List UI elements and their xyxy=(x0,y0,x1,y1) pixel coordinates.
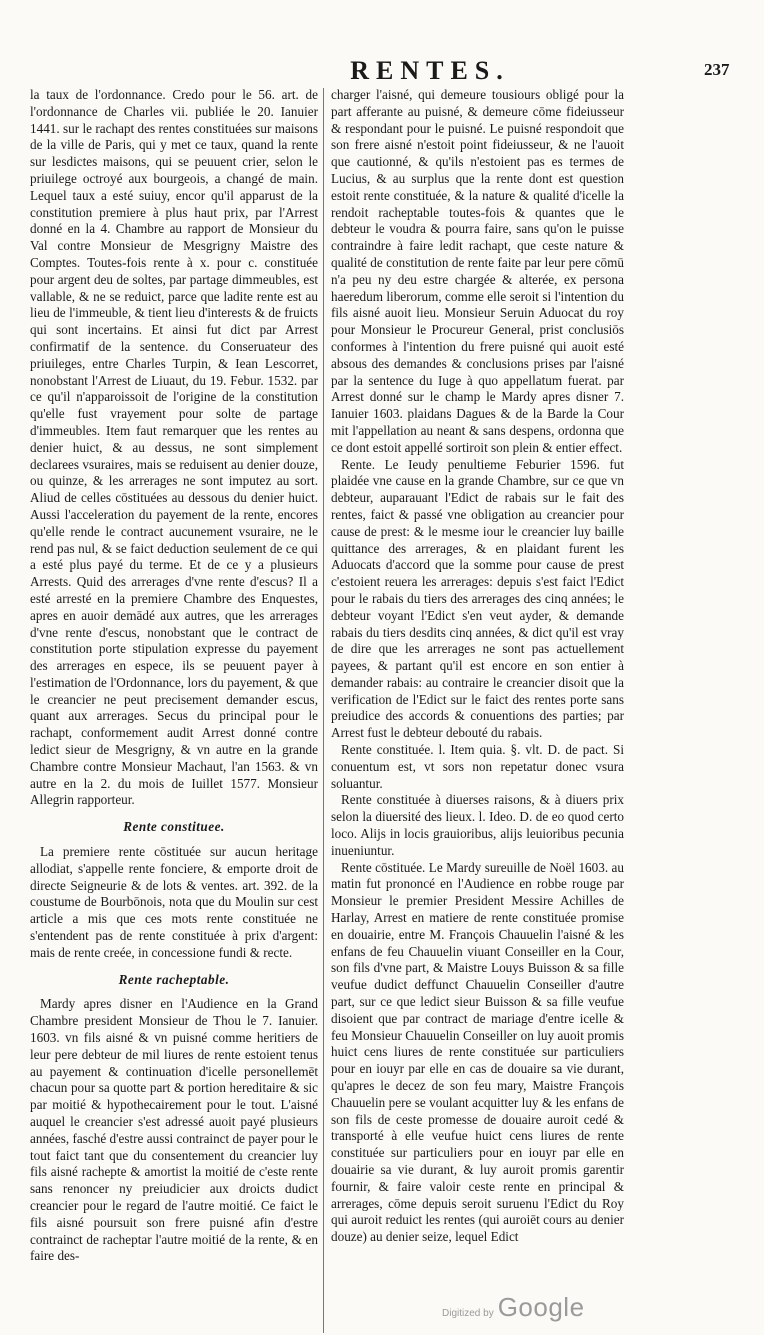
section-heading: Rente racheptable. xyxy=(118,971,230,987)
google-logo: Google xyxy=(497,1292,585,1322)
paragraph: Rente constituée. l. Item quia. §. vlt. D. de pact. Si conuentum est, vt sors non repetatur donec vsura soluantur. xyxy=(331,742,624,791)
digitized-label: Digitized by xyxy=(442,1308,494,1319)
paragraph: Rente constituée à diuerses raisons, & à diuers prix selon la diuersité des lieux. l. Ideo. D. de eo quod certo loco. Alijs in locis grauioribus, alijs leuioribus pecunia inueniuntur. xyxy=(331,792,624,858)
paragraph: Rente. Le Ieudy penultieme Feburier 1596. fut plaidée vne cause en la grande Chambre, sur ce que vn debteur, auparauant l'Edict de rabais sur le fait des rentes, faict & passé vne obligation au creancier pour cause de prest: & le mesme iour le creancier luy baille quittance des arrerages, & en plaidant furent les Aduocats d'accord que la somme pour cause de prest c'estoient reuera les arrerages: depuis s'est faict l'Edict pour le rabais du tiers des arrerages des cinq années; le debteur voyant l'Edict s'en veut ayder, & demande rabais du tiers desdits cinq années, & dict qu'il est vray de dire que les arrerages ne sont pas actuellement payees, & partant qu'il est encore en son entier à demander rabais: au contraire le creancier disoit que la verification de l'Edict sur le faict des rentes porte sans preiudice des accords & conuentions des parties; par Arrest fust le debteur debouté du rabais. xyxy=(331,456,624,741)
digitization-watermark xyxy=(442,1292,585,1323)
left-column xyxy=(30,87,318,1265)
paragraph: La premiere rente cōstituée sur aucun heritage allodiat, s'appelle rente fonciere, & emporte droit de directe Seigneurie & de lots & ventes. art. 392. de la coustume de Bourbōnois, nota que du Moulin sur cest article a mis que ces mots rente constituée ne s'entendent pas de rente constituée à prix d'argent: mais de rente creée, in concessione fundi & recte. xyxy=(30,844,318,960)
paragraph: la taux de l'ordonnance. Credo pour le 56. art. de l'ordonnance de Charles vii. publiée le 20. Ianuier 1441. sur le rachapt des rentes constituées sur maisons de la ville de Paris, qui y met ce taux, quand la rente sur lesdictes maisons, qui se peuuent crier, selon le priuilege octroyé aux bourgeois, a changé de main. Lequel taux a esté suiuy, encor qu'il apparust de la constitution premiere à plus haut prix, par l'Arrest donné en la 4. Chambre au rapport de Monsieur du Val contre Monsieur de Mesgrigny Maistre des Comptes. Toutes-fois rente à x. pour c. constituée pour argent deu de soltes, par partage dimmeubles, est vallable, & ne se reduict, parce que ladite rente est au lieu de l'immeuble, & tient lieu d'interests & de fruicts qui sont incertains. Et ainsi fut dict par Arrest confirmatif de la sentence. du Conseruateur des priuileges, entre Charles Turpin, & Iean Lescorret, nonobstant l'Arrest de Liuaut, du 19. Febur. 1532. par ce qu'il n'apparoissoit de l'origine de la constitution qu'elle fust vrayement pour solte de partage d'immeubles. Item faut remarquer que les rentes au denier huict, & au dessus, ne sont simplement declarees vsuraires, mais se reduisent au denier douze, ou quinze, & les arrerages ne sont imputez au sort. Aliud de celles cōstituées au dessous du denier huict. Aussi l'acceleration du payement de la rente, encores qu'elle rende le contract aucunement vsuraire, ne le rend pas nul, & se faict deduction seulement de ce qui a esté plus payé du terme. Et de ce y a plusieurs Arrests. Quid des arrerages d'vne rente d'escus? Il a esté arresté en la premiere Chambre des Enquestes, apres en auoir demādé aux autres, que les arrerages d'vne rente d'escus, nonobstant que le contract de constitution porte stipulation expresse du payement des arrerages en espece, ils se peuuent payer à l'estimation de l'Ordonnance, lors du payement, & que le creancier ne peut precisement demander escus, quant aux arrerages. Secus du principal pour le rachapt, conformement audit Arrest donné contre ledict sieur de Mesgrigny, & vn autre en la grande Chambre contre Monsieur Machaut, l'an 1563. & vn autre en la 2. du mois de Iuillet 1577. Monsieur Allegrin rapporteur. xyxy=(30,87,318,808)
section-heading: Rente constituee. xyxy=(123,819,225,835)
paragraph: Rente cōstituée. Le Mardy sureuille de Noël 1603. au matin fut prononcé en l'Audience en robbe rouge par Monsieur le premier President Messire Achilles de Harlay, Arrest en matiere de rente constituée promise en douairie, entre M. François Chauuelin l'aisné & les enfans de feu Chauuelin viuant Conseiller en la Cour, son fils d'vne part, & Maistre Louys Buisson & sa fille veufue dudict deffunct Chauuelin Conseiller d'autre part, sur ce que ledict sieur Buisson & sa fille veufue disoient que par contract de mariage d'entre icelle & feu Monsieur Chauuelin Conseiller on luy auoit promis huict cens liures de rente constituée sur particuliers pour en iouyr par elle en cas de douaire sa vie durant, qu'apres le decez de son feu mary, Maistre François Chauuelin pere se voulant acquitter luy & les enfans de son fils de ceste promesse de douaire auroit cedé & transporté à elle veufue huict cens liures de rente constituée sur particuliers pour en iouyr par elle en douairie sa vie durant, & luy auroit promis garentir fournir, & faire valoir ceste rente en principal & arrerages, cōme depuis seroit suruenu l'Edict du Roy qui auroit reduict les rentes (qui auroiēt cours au denier douze) au denier seize, lequel Edict xyxy=(331,859,624,1245)
paragraph: Mardy apres disner en l'Audience en la Grand Chambre president Monsieur de Thou le 7. Ianuier. 1603. vn fils aisné & vn puisné comme heritiers de leur pere debteur de mil liures de rente estoient tenus au payement & continuation d'icelle personellemēt chacun pour sa quotte part & portion hereditaire & sic par moitié & hypothecairement pour le tout. L'aisné auquel le creancier s'est adressé auoit payé plusieurs années, fasché d'estre aussi contrainct de payer pour le tout faict tant que du consentement du creancier luy fils aisné rachepte & amortist la moitié de c'este rente sans renoncer ny preiudicier aux droicts dudict creancier pour le regard de l'autre moitié. Ce faict le fils aisné poursuit son frere puisné afin d'estre contrainct de racheptar l'autre moitié de la rente, & en faire des- xyxy=(30,996,318,1264)
column-divider xyxy=(323,88,324,1333)
running-title: RENTES. xyxy=(350,56,510,85)
right-column xyxy=(331,87,624,1246)
page-number: 237 xyxy=(704,60,730,79)
paragraph: charger l'aisné, qui demeure tousiours obligé pour la part afferante au puisné, & demeure cōme fideiusseur & respondant pour le puisné. Le puisné respondoit que son frere aisné n'estoit point fideiusseur, & ne l'auoit que cautionné, & qu'ils n'estoient pas es termes de Lucius, & au surplus que la rente dont est question estoit rente constituée, & la nature & qualité d'icelle la rendoit racheptable toutes-fois & quantes que le debteur le voudra & pourra faire, sans qu'on le puisse contraindre à faire ledit rachapt, que ceste nature & qualité de constitution de rente faite par leur pere cōmū n'a peu ny deu estre chargée & alterée, ex persona haeredum liberorum, comme elle seroit si l'intention du fils aisné auoit lieu. Monsieur Seruin Aduocat du roy pour Monsieur le Procureur General, prist conclusiōs conformes à l'intention du frere puisné qui auoit esté absous des demandes & conclusions prises par l'aisné par la sentence du Iuge à quo appellatum fuerat. par Arrest donné sur le champ le Mardy apres disner 7. Ianuier 1603. plaidans Dagues & de la Barde la Cour mit l'appellation au neant & sans despens, ordonna que ce dont estoit appellé sortiroit son plein & entier effect. xyxy=(331,87,624,455)
